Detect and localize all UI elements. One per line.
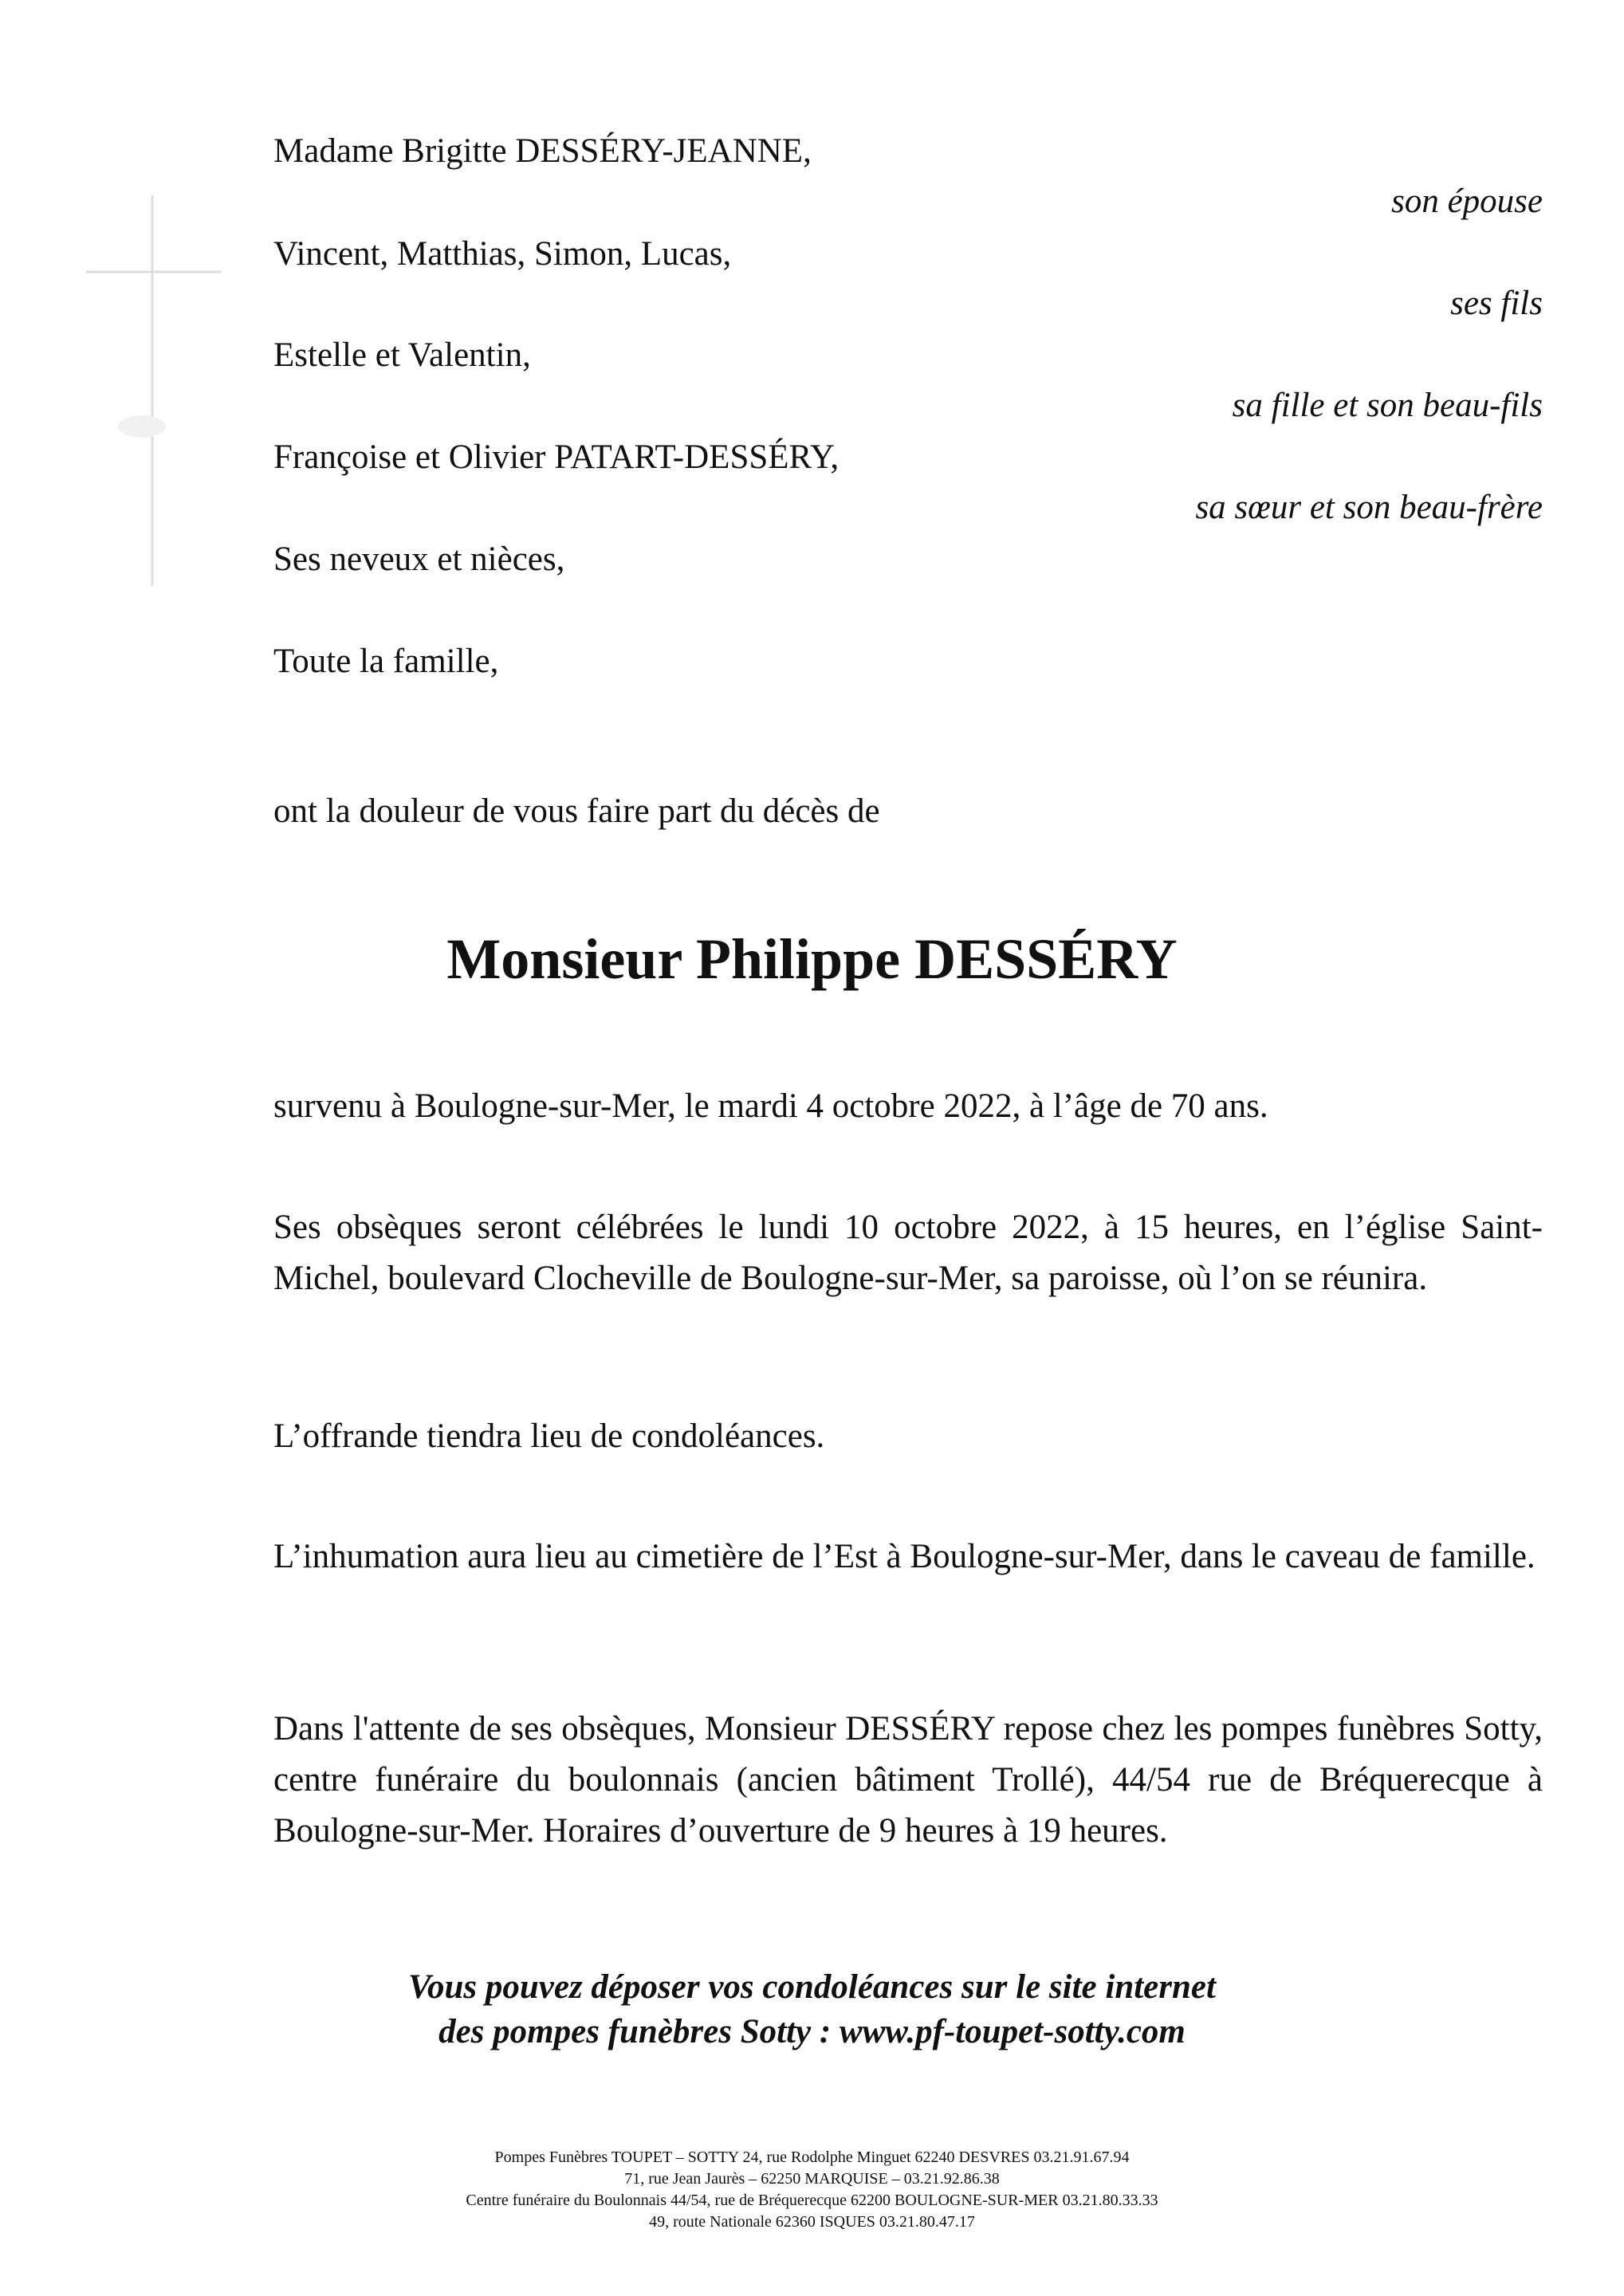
burial-info: L’inhumation aura lieu au cimetière de l’Est à Boulogne-sur-Mer, dans le caveau de famille.	[273, 1538, 1536, 1575]
condolences-line-2: des pompes funèbres Sotty : www.pf-toupet-sotty.com	[438, 2013, 1186, 2050]
footer-line-3: Centre funéraire du Boulonnais 44/54, rue de Bréquerecque 62200 BOULOGNE-SUR-MER 03.21.80.33.33	[466, 2192, 1158, 2209]
cross-icon	[80, 195, 239, 594]
offering-info: L’offrande tiendra lieu de condoléances.	[273, 1417, 825, 1455]
relation-daughter: sa fille et son beau-fils	[1232, 387, 1543, 424]
condolences-line-1: Vous pouvez déposer vos condoléances sur le site internet	[408, 1968, 1216, 2006]
relation-sister: sa sœur et son beau-frère	[1195, 489, 1543, 526]
death-info: survenu à Boulogne-sur-Mer, le mardi 4 octobre 2022, à l’âge de 70 ans.	[273, 1087, 1268, 1125]
relation-sons: ses fils	[1450, 285, 1543, 322]
deceased-name: Monsieur Philippe DESSÉRY	[446, 927, 1178, 991]
family-name-nephews: Ses neveux et nièces,	[273, 541, 565, 578]
family-name-daughter: Estelle et Valentin,	[273, 336, 531, 374]
funeral-info: Ses obsèques seront célébrées le lundi 10 octobre 2022, à 15 heures, en l’église Saint-Michel, boulevard Clocheville de Boulogne-sur-Mer, sa paroisse, où l’on se réunira.	[273, 1209, 1543, 1297]
funeral-home-footer	[0, 2147, 1624, 2233]
family-name-all: Toute la famille,	[273, 643, 499, 680]
family-name-spouse: Madame Brigitte DESSÉRY-JEANNE,	[273, 132, 812, 170]
footer-line-2: 71, rue Jean Jaurès – 62250 MARQUISE – 03.21.92.86.38	[624, 2170, 1000, 2188]
condolences-note	[0, 1965, 1624, 2054]
footer-line-1: Pompes Funèbres TOUPET – SOTTY 24, rue Rodolphe Minguet 62240 DESVRES 03.21.91.67.94	[494, 2149, 1130, 2166]
family-name-sons: Vincent, Matthias, Simon, Lucas,	[273, 235, 732, 273]
repose-info: Dans l'attente de ses obsèques, Monsieur DESSÉRY repose chez les pompes funèbres Sotty, centre funéraire du boulonnais (ancien bâtiment Trollé), 44/54 rue de Bréquerecque à Boulogne-sur-Mer. Horaires d’ouverture de 9 heures à 19 heures.	[273, 1710, 1543, 1850]
footer-line-4: 49, route Nationale 62360 ISQUES 03.21.80.47.17	[649, 2213, 975, 2231]
announcement-intro: ont la douleur de vous faire part du décès de	[273, 792, 880, 830]
family-name-sister: Françoise et Olivier PATART-DESSÉRY,	[273, 438, 840, 476]
relation-spouse: son épouse	[1391, 183, 1543, 220]
